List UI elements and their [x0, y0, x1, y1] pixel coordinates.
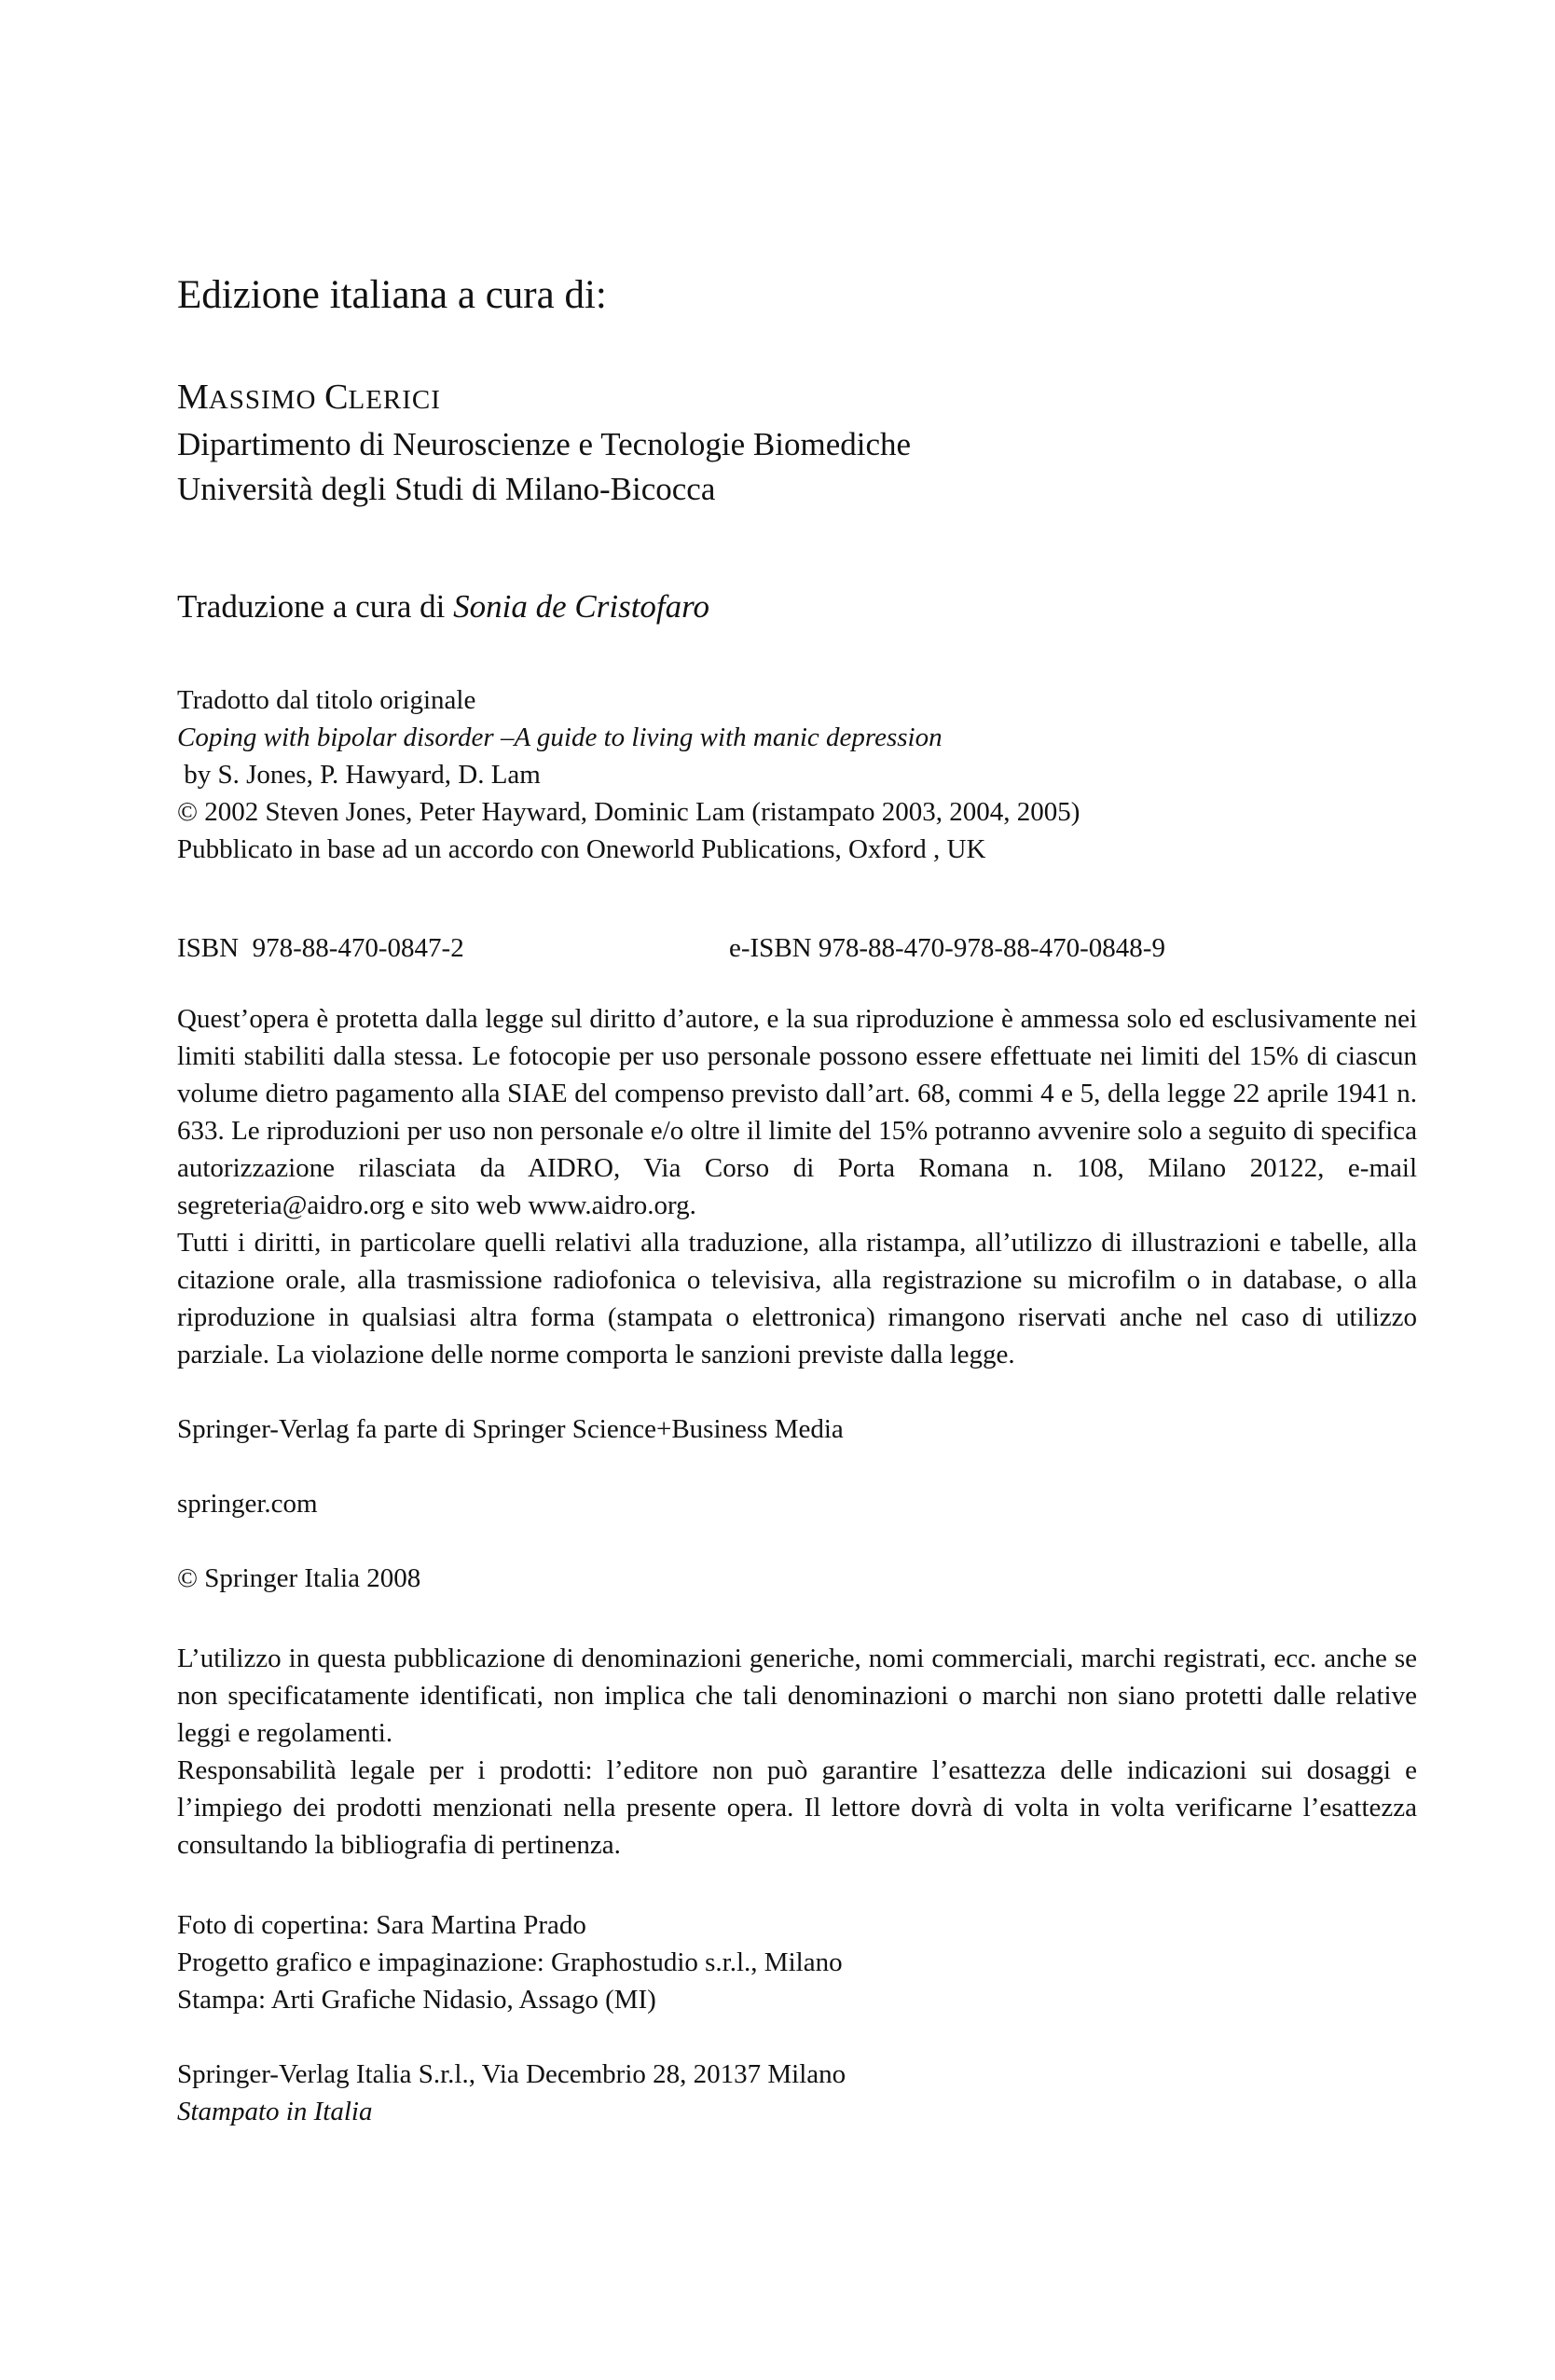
- original-label: Tradotto dal titolo originale: [177, 685, 476, 715]
- publisher-group: Springer-Verlag fa parte di Springer Science+Business Media: [177, 1414, 844, 1444]
- original-title-block: [177, 681, 1417, 868]
- editor-name: MASSIMO CLERICI: [177, 378, 441, 417]
- publisher-copyright: © Springer Italia 2008: [177, 1563, 421, 1593]
- isbn-electronic: e-ISBN 978-88-470-978-88-470-0848-9: [729, 933, 1165, 963]
- trademark-disclaimer: L’utilizzo in questa pubblicazione di denominazioni generiche, nomi commerciali, marchi registrati, ecc. anche se non specificatamente identificati, non implica che tali denominazioni o marchi non siano protetti dalle relative leggi e regolamenti.: [177, 1644, 1417, 1748]
- publisher-website: springer.com: [177, 1489, 318, 1519]
- translation-credit: [177, 585, 1417, 629]
- translation-prefix: Traduzione a cura di: [177, 588, 454, 625]
- cover-photo-credit: Foto di copertina: Sara Martina Prado: [177, 1910, 586, 1940]
- isbn-print: ISBN 978-88-470-0847-2: [177, 933, 464, 963]
- copyright-page: [177, 270, 1417, 2130]
- publisher-address: Springer-Verlag Italia S.r.l., Via Decembrio 28, 20137 Milano: [177, 2059, 846, 2089]
- design-credit: Progetto grafico e impaginazione: Graphostudio s.r.l., Milano: [177, 1947, 843, 1977]
- edition-heading: Edizione italiana a cura di:: [177, 273, 607, 317]
- original-agreement: Pubblicato in base ad un accordo con Oneworld Publications, Oxford , UK: [177, 834, 986, 864]
- disclaimers: [177, 1640, 1417, 1864]
- isbn-row: [177, 929, 1417, 967]
- original-authors: by S. Jones, P. Hawyard, D. Lam: [177, 760, 541, 790]
- printed-in: Stampato in Italia: [177, 2097, 373, 2126]
- production-credits: [177, 1906, 1417, 2018]
- editor-department: Dipartimento di Neuroscienze e Tecnologie Biomediche: [177, 426, 912, 462]
- legal-notice: [177, 1000, 1417, 1373]
- rights-reserved-paragraph: Tutti i diritti, in particolare quelli relativi alla traduzione, alla ristampa, all’utilizzo di illustrazioni e tabelle, alla citazione orale, alla trasmissione radiofonica o televisiva, alla registrazione su microfilm o in database, o alla riproduzione in qualsiasi altra forma (stampata o elettronica) rimangono riservati anche nel caso di utilizzo parziale. La violazione delle norme comporta le sanzioni previste dalla legge.: [177, 1228, 1417, 1369]
- editor-block: [177, 375, 1417, 512]
- translator-name: Sonia de Cristofaro: [453, 588, 709, 625]
- original-copyright: © 2002 Steven Jones, Peter Hayward, Dominic Lam (ristampato 2003, 2004, 2005): [177, 797, 1080, 827]
- original-title: Coping with bipolar disorder –A guide to living with manic depression: [177, 722, 943, 752]
- copyright-notice-paragraph: Quest’opera è protetta dalla legge sul diritto d’autore, e la sua riproduzione è ammessa solo ed esclusivamente nei limiti stabiliti dalla stessa. Le fotocopie per uso personale possono essere effettuate nei limiti del 15% di ciascun volume dietro pagamento alla SIAE del compenso previsto dall’art. 68, commi 4 e 5, della legge 22 aprile 1941 n. 633. Le riproduzioni per uso non personale e/o oltre il limite del 15% potranno avvenire solo a seguito di specifica autorizzazione rilasciata da AIDRO, Via Corso di Porta Romana n. 108, Milano 20122, e-mail segreteria@aidro.org e sito web www.aidro.org.: [177, 1004, 1417, 1220]
- liability-disclaimer: Responsabilità legale per i prodotti: l’editore non può garantire l’esattezza delle indicazioni sui dosaggi e l’impiego dei prodotti menzionati nella presente opera. Il lettore dovrà di volta in volta verificarne l’esattezza consultando la bibliografia di pertinenza.: [177, 1755, 1417, 1860]
- printing-credit: Stampa: Arti Grafiche Nidasio, Assago (MI): [177, 1985, 656, 2015]
- editor-university: Università degli Studi di Milano-Bicocca: [177, 471, 716, 507]
- imprint-block: [177, 2056, 1417, 2130]
